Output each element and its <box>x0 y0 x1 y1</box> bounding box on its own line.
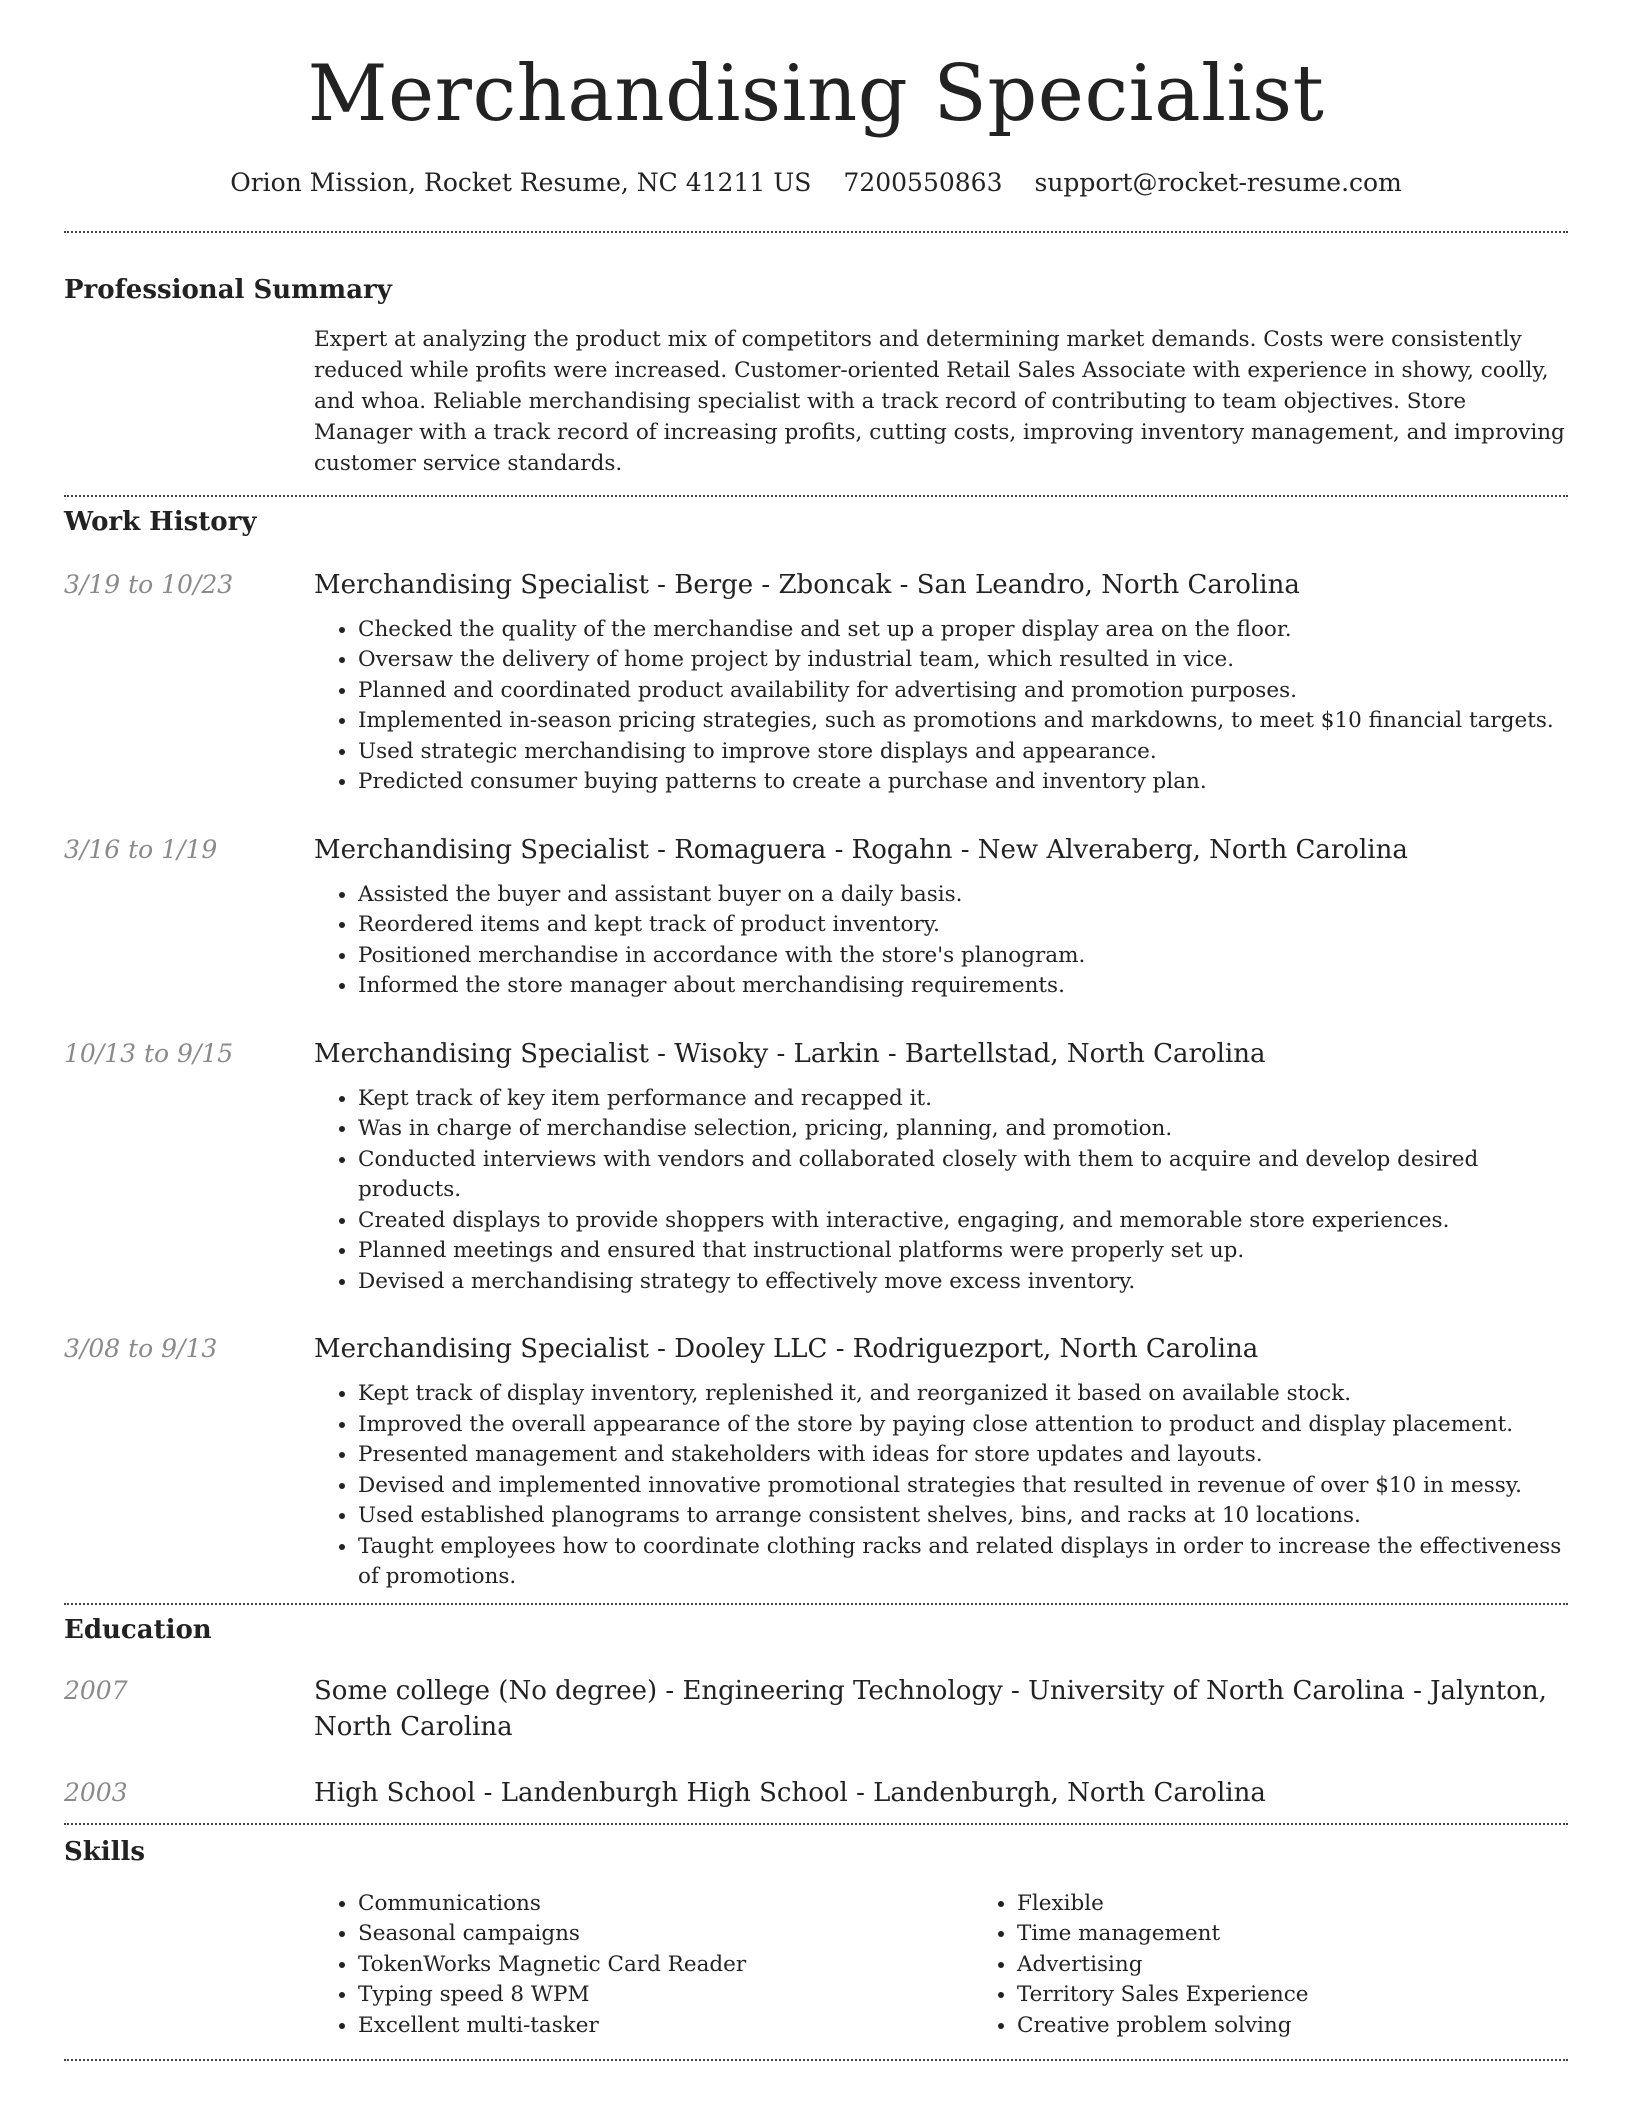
contact-phone: 7200550863 <box>843 167 1003 197</box>
education-heading: Education <box>64 1614 212 1645</box>
skill-item: • Territory Sales Experience <box>1017 1980 1632 2011</box>
education-year: 2003 <box>64 1777 128 1807</box>
list-item: • Devised and implemented innovative promotional strategies that resulted in revenue of over $10 in messy. <box>358 1471 1568 1502</box>
job-title: Merchandising Specialist - Wisoky - Larkin - Bartellstad, North Carolina <box>314 1038 1266 1069</box>
list-item: • Reordered items and kept track of product inventory. <box>358 910 1568 941</box>
education-degree: Some college (No degree) - Engineering Technology <box>314 1675 1003 1706</box>
list-item: • Kept track of key item performance and recapped it. <box>358 1084 1568 1115</box>
skills-list-left <box>314 1889 973 2042</box>
job-dates: 3/08 to 9/13 <box>64 1334 218 1364</box>
list-item: • Conducted interviews with vendors and collaborated closely with them to acquire and develop desired products. <box>358 1145 1568 1206</box>
list-item: • Devised a merchandising strategy to effectively move excess inventory. <box>358 1267 1568 1298</box>
list-item: • Improved the overall appearance of the store by paying close attention to product and display placement. <box>358 1410 1568 1441</box>
divider <box>64 2059 1568 2061</box>
list-item: • Informed the store manager about merchandising requirements. <box>358 971 1568 1002</box>
skill-item: • TokenWorks Magnetic Card Reader <box>358 1950 973 1981</box>
skill-item: • Excellent multi-tasker <box>358 2011 973 2042</box>
candidate-name: Merchandising Specialist <box>307 49 1325 139</box>
education-institution: - University of North Carolina - Jalynton, North Carolina <box>314 1675 1547 1742</box>
education-entry <box>64 1775 1568 1811</box>
skill-item: • Seasonal campaigns <box>358 1919 973 1950</box>
job-list <box>64 567 1568 1593</box>
skills-heading: Skills <box>64 1836 146 1867</box>
summary-heading: Professional Summary <box>64 274 392 305</box>
job-bullets <box>314 880 1568 1002</box>
contact-email: support@rocket-resume.com <box>1034 167 1402 197</box>
job-dates: 10/13 to 9/15 <box>64 1038 234 1068</box>
skills-columns <box>314 1889 1632 2042</box>
education-list <box>64 1673 1568 1811</box>
list-item: • Checked the quality of the merchandise and set up a proper display area on the floor. <box>358 615 1568 646</box>
education-degree: High School <box>314 1777 476 1808</box>
resume-header <box>64 0 1568 197</box>
job-dates: 3/19 to 10/23 <box>64 569 234 599</box>
skills-list-right <box>973 1889 1632 2042</box>
job-entry <box>64 567 1568 798</box>
education-institution: - Landenburgh High School - Landenburgh, North Carolina <box>475 1777 1266 1808</box>
job-title: Merchandising Specialist - Romaguera - Rogahn - New Alveraberg, North Carolina <box>314 834 1408 865</box>
list-item: • Predicted consumer buying patterns to create a purchase and inventory plan. <box>358 767 1568 798</box>
list-item: • Assisted the buyer and assistant buyer on a daily basis. <box>358 880 1568 911</box>
skill-item: • Typing speed 8 WPM <box>358 1980 973 2011</box>
contact-line <box>64 168 1568 197</box>
job-entry <box>64 832 1568 1002</box>
work-history-section <box>64 497 1568 1593</box>
skill-item: • Creative problem solving <box>1017 2011 1632 2042</box>
job-bullets <box>314 615 1568 798</box>
list-item: • Was in charge of merchandise selection, pricing, planning, and promotion. <box>358 1114 1568 1145</box>
job-entry <box>64 1036 1568 1298</box>
skill-item: • Time management <box>1017 1919 1632 1950</box>
job-dates: 3/16 to 1/19 <box>64 834 218 864</box>
job-bullets <box>314 1379 1568 1593</box>
skill-item: • Communications <box>358 1889 973 1920</box>
list-item: • Presented management and stakeholders with ideas for store updates and layouts. <box>358 1440 1568 1471</box>
education-year: 2007 <box>64 1675 128 1705</box>
job-title: Merchandising Specialist - Berge - Zboncak - San Leandro, North Carolina <box>314 569 1300 600</box>
list-item: • Used strategic merchandising to improve store displays and appearance. <box>358 737 1568 768</box>
skill-item: • Advertising <box>1017 1950 1632 1981</box>
skills-section <box>64 1825 1568 2042</box>
summary-section <box>64 233 1568 479</box>
job-entry <box>64 1331 1568 1593</box>
education-section <box>64 1605 1568 1811</box>
list-item: • Planned and coordinated product availability for advertising and promotion purposes. <box>358 676 1568 707</box>
job-bullets <box>314 1084 1568 1298</box>
education-entry <box>64 1673 1568 1745</box>
list-item: • Oversaw the delivery of home project by industrial team, which resulted in vice. <box>358 645 1568 676</box>
skill-item: • Flexible <box>1017 1889 1632 1920</box>
list-item: • Taught employees how to coordinate clothing racks and related displays in order to increase the effectiveness of promotions. <box>358 1532 1568 1593</box>
work-history-heading: Work History <box>64 506 257 537</box>
contact-address: Orion Mission, Rocket Resume, NC 41211 US <box>230 167 812 197</box>
job-title: Merchandising Specialist - Dooley LLC - Rodriguezport, North Carolina <box>314 1334 1259 1365</box>
list-item: • Implemented in-season pricing strategies, such as promotions and markdowns, to meet $10 financial targets. <box>358 706 1568 737</box>
list-item: • Created displays to provide shoppers with interactive, engaging, and memorable store experiences. <box>358 1206 1568 1237</box>
list-item: • Planned meetings and ensured that instructional platforms were properly set up. <box>358 1236 1568 1267</box>
summary-text: Expert at analyzing the product mix of competitors and determining market demands. Costs were consistently reduced while profits were increased. Customer-oriented Retail Sales Associate with experience in showy, coolly, and whoa. Reliable merchandising specialist with a track record of contributing to team objectives. Store Manager with a track record of increasing profits, cutting costs, improving inventory management, and improving customer service standards. <box>314 326 1565 476</box>
list-item: • Positioned merchandise in accordance with the store's planogram. <box>358 941 1568 972</box>
list-item: • Kept track of display inventory, replenished it, and reorganized it based on available stock. <box>358 1379 1568 1410</box>
list-item: • Used established planograms to arrange consistent shelves, bins, and racks at 10 locations. <box>358 1501 1568 1532</box>
